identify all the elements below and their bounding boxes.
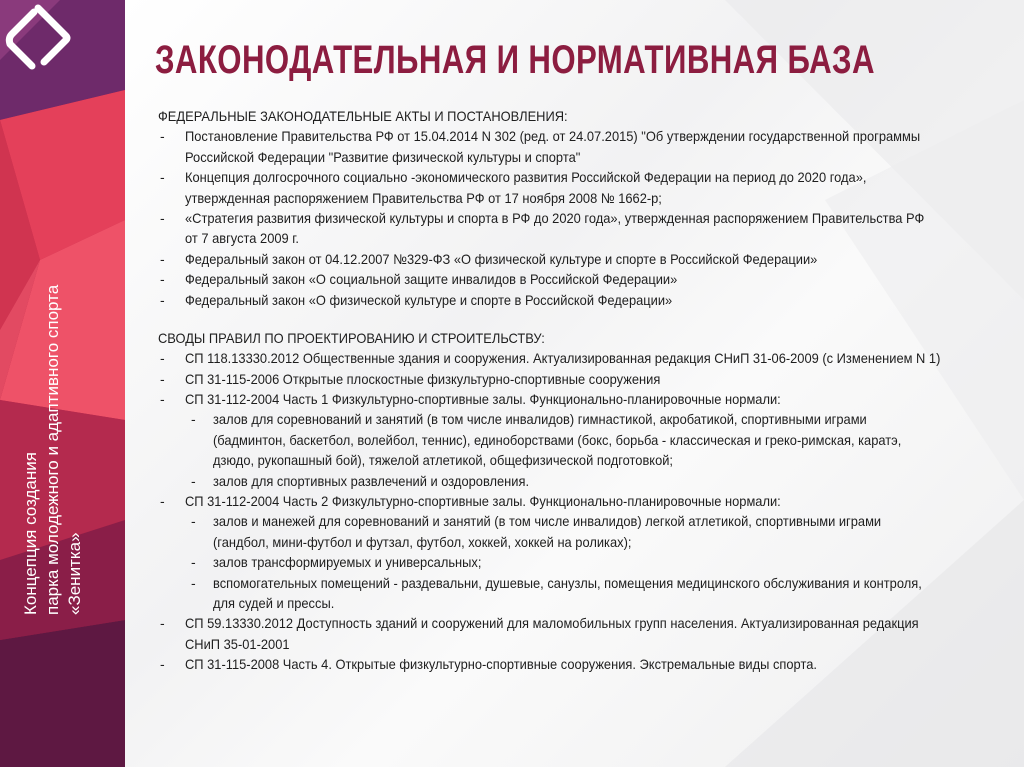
list-item — [158, 511, 998, 531]
list-item — [158, 188, 998, 208]
bullet-dash: - — [191, 554, 196, 571]
bullet-dash: - — [160, 128, 165, 145]
list-item-text: Концепция долгосрочного социально -экономического развития Российской Федерации на период до 2020 года», — [185, 169, 867, 186]
bullet-dash: - — [160, 370, 165, 387]
list-item — [158, 491, 998, 511]
list-item — [158, 450, 998, 470]
list-item-text: для судей и прессы. — [213, 594, 335, 611]
section-heading: СВОДЫ ПРАВИЛ ПО ПРОЕКТИРОВАНИЮ И СТРОИТЕЛЬСТВУ: — [158, 329, 545, 346]
list-item-text: СП 31-112-2004 Часть 1 Физкультурно-спортивные залы. Функционально-планировочные нормали: — [185, 391, 781, 408]
list-item — [158, 471, 998, 491]
list-item — [158, 269, 998, 289]
list-item — [158, 654, 998, 674]
list-item-text: утвержденная распоряжением Правительства РФ от 17 ноября 2008 № 1662-р; — [185, 189, 662, 206]
bullet-dash: - — [160, 169, 165, 186]
list-item — [158, 593, 998, 613]
list-item-text: СП 59.13330.2012 Доступность зданий и сооружений для маломобильных групп населения. Актуализированная редакция — [185, 615, 919, 632]
rounded-square-logo-icon — [0, 0, 76, 76]
federal-acts-list — [158, 126, 998, 310]
list-item-text: СП 31-115-2008 Часть 4. Открытые физкультурно-спортивные сооружения. Экстремальные виды спорта. — [185, 656, 817, 673]
list-item-text: СП 31-112-2004 Часть 2 Физкультурно-спортивные залы. Функционально-планировочные нормали: — [185, 493, 781, 510]
list-item — [158, 552, 998, 572]
list-item-text: от 7 августа 2009 г. — [185, 230, 299, 247]
list-item — [158, 532, 998, 552]
bullet-dash: - — [191, 472, 196, 489]
list-item-text: Российской Федерации "Развитие физической культуры и спорта" — [185, 148, 581, 165]
bullet-dash: - — [160, 615, 165, 632]
list-item-text: СП 31-115-2006 Открытые плоскостные физкультурно-спортивные сооружения — [185, 370, 661, 387]
list-item — [158, 430, 998, 450]
list-item — [158, 634, 998, 654]
list-item-text: Федеральный закон от 04.12.2007 №329-ФЗ «О физической культуре и спорте в Российской Федерации» — [185, 250, 818, 267]
sidebar-caption — [20, 285, 86, 615]
list-item — [158, 389, 998, 409]
list-item-text: «Стратегия развития физической культуры и спорта в РФ до 2020 года», утвержденная распоряжением Правительства РФ — [185, 209, 925, 226]
list-item-text: Федеральный закон «О физической культуре и спорте в Российской Федерации» — [185, 291, 673, 308]
list-item — [158, 249, 998, 269]
sidebar-caption-line: Концепция создания — [21, 452, 40, 615]
list-item-text: СП 118.13330.2012 Общественные здания и сооружения. Актуализированная редакция СНиП 31-06-2009 (с Изменением N 1) — [185, 350, 941, 367]
list-item-text: залов трансформируемых и универсальных; — [213, 554, 482, 571]
list-item — [158, 126, 998, 146]
list-item — [158, 208, 998, 228]
list-item — [158, 167, 998, 187]
bullet-dash: - — [191, 574, 196, 591]
bullet-dash: - — [160, 391, 165, 408]
page-title: ЗАКОНОДАТЕЛЬНАЯ И НОРМАТИВНАЯ БАЗА — [155, 38, 875, 82]
list-item-text: залов для соревнований и занятий (в том числе инвалидов) гимнастикой, акробатикой, спортивными играми — [213, 411, 867, 428]
list-item — [158, 228, 998, 248]
list-item — [158, 409, 998, 429]
bullet-dash: - — [191, 411, 196, 428]
section-heading: ФЕДЕРАЛЬНЫЕ ЗАКОНОДАТЕЛЬНЫЕ АКТЫ И ПОСТАНОВЛЕНИЯ: — [158, 108, 568, 124]
sidebar-caption-line: «Зенитка» — [65, 532, 84, 615]
list-item-text: Федеральный закон «О социальной защите инвалидов в Российской Федерации» — [185, 271, 678, 288]
bullet-dash: - — [160, 493, 165, 510]
bullet-dash: - — [191, 513, 196, 530]
list-item-text: дзюдо, рукопашный бой), тяжелой атлетикой, общефизической подготовкой; — [213, 452, 674, 469]
sidebar-caption-line: парка молодежного и адаптивного спорта — [43, 284, 62, 615]
list-item — [158, 613, 998, 633]
list-item-text: залов и манежей для соревнований и занятий (в том числе инвалидов) легкой атлетикой, спортивными играми — [213, 513, 882, 530]
list-item-text: СНиП 35-01-2001 — [185, 635, 290, 652]
list-item-text: залов для спортивных развлечений и оздоровления. — [213, 472, 530, 489]
list-item-text: (бадминтон, баскетбол, волейбол, теннис), единоборствами (бокс, борьба - классическая и греко-римская, каратэ, — [213, 431, 902, 448]
sidebar — [0, 0, 125, 767]
bullet-dash: - — [160, 250, 165, 267]
building-codes-list — [158, 348, 998, 674]
bullet-dash: - — [160, 271, 165, 288]
bullet-dash: - — [160, 291, 165, 308]
bullet-dash: - — [160, 350, 165, 367]
list-item-text: вспомогательных помещений - раздевальни, душевые, санузлы, помещения медицинского обслуживания и контроля, — [213, 574, 922, 591]
list-item — [158, 348, 998, 368]
list-item — [158, 369, 998, 389]
bullet-dash: - — [160, 209, 165, 226]
list-item-text: (гандбол, мини-футбол и футзал, футбол, хоккей, хоккей на роликах); — [213, 533, 632, 550]
list-item-text: Постановление Правительства РФ от 15.04.2014 N 302 (ред. от 24.07.2015) "Об утверждении государственной программы — [185, 128, 921, 145]
slide-body — [158, 106, 998, 675]
list-item — [158, 147, 998, 167]
list-item — [158, 290, 998, 310]
bullet-dash: - — [160, 656, 165, 673]
list-item — [158, 573, 998, 593]
